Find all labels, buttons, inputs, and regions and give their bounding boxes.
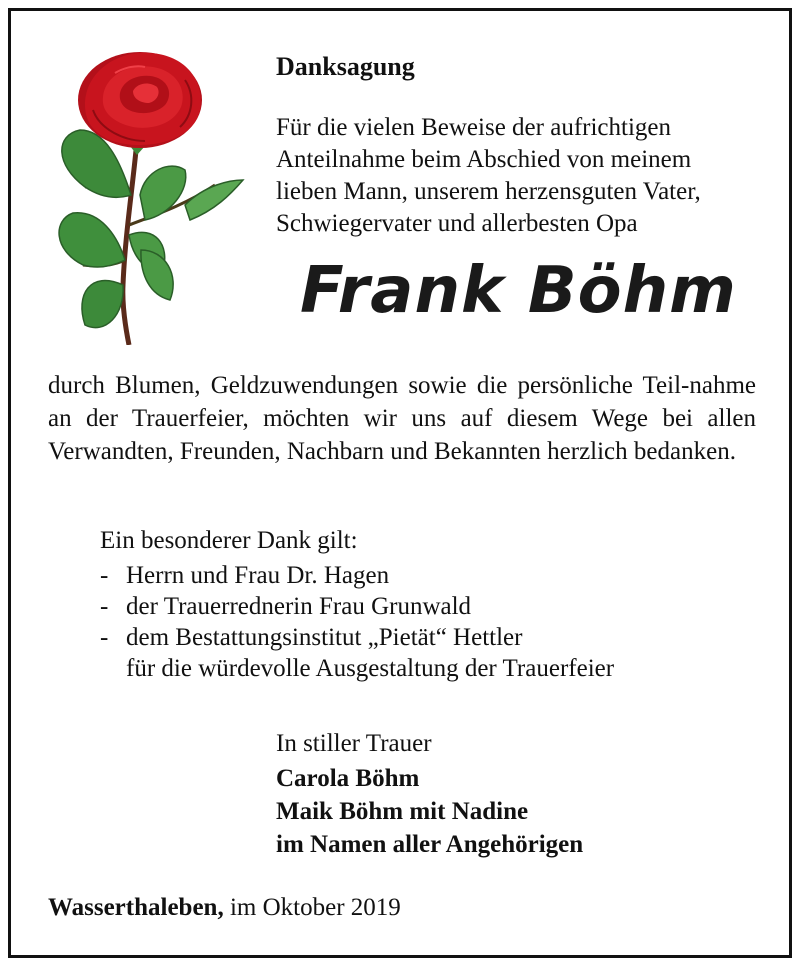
list-dash: - [100, 624, 109, 651]
place: Wasserthaleben, [48, 894, 224, 921]
place-date [48, 892, 401, 924]
intro-line: Schwiegervater und allerbesten Opa [276, 210, 638, 237]
list-item [100, 560, 614, 591]
list-item-text: der Trauerrednerin Frau Grunwald [126, 593, 472, 620]
intro-line: Für die vielen Beweise der aufrichtigen [276, 114, 671, 141]
list-item-text-continued: für die würdevolle Ausgestaltung der Trauerfeier [126, 655, 615, 682]
signer-name: Maik Böhm mit Nadine [276, 798, 529, 825]
list-item [100, 591, 614, 622]
thanks-intro: Ein besonderer Dank gilt: [100, 527, 358, 554]
signers [276, 762, 583, 861]
signoff: In stiller Trauer [276, 730, 432, 757]
date: im Oktober 2019 [229, 894, 401, 921]
intro-line: Anteilnahme beim Abschied von meinem [276, 146, 692, 173]
intro-text [276, 112, 756, 240]
list-item-text: dem Bestattungsinstitut „Pietät“ Hettler [126, 624, 523, 651]
thanks-list [100, 560, 614, 684]
list-dash: - [100, 562, 109, 589]
signer-name: Carola Böhm [276, 765, 420, 792]
list-dash: - [100, 593, 109, 620]
red-rose-icon [45, 45, 245, 345]
list-item-text: Herrn und Frau Dr. Hagen [126, 562, 390, 589]
intro-line: lieben Mann, unserem herzensguten Vater, [276, 178, 701, 205]
deceased-name: Frank Böhm [300, 254, 737, 328]
signer-name: im Namen aller Angehörigen [276, 831, 584, 858]
notice-heading: Danksagung [276, 52, 415, 81]
list-item [100, 622, 614, 684]
body-text: durch Blumen, Geldzuwendungen sowie die persönliche Teil-nahme an der Trauerfeier, möchten wir uns auf diesem Wege bei allen Verwandten, Freunden, Nachbarn und Bekannten herzlich bedanken. [48, 372, 756, 465]
